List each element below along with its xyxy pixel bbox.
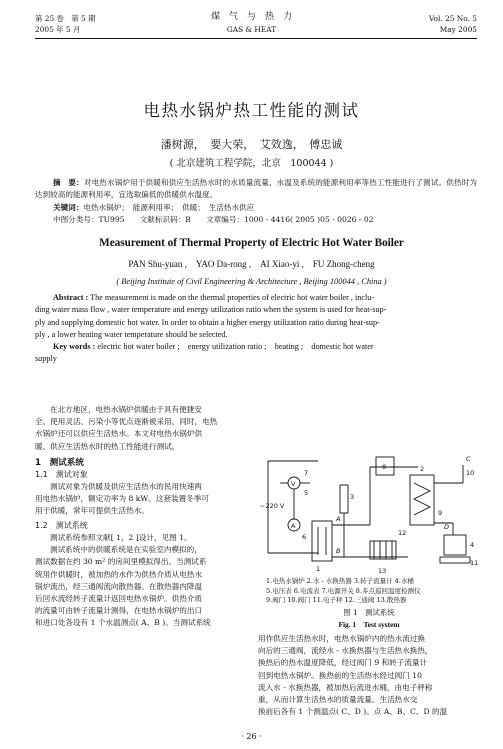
electric-boiler-symbol bbox=[312, 521, 332, 561]
diagram-label-6: 6 bbox=[302, 533, 307, 541]
affiliation-zh: ( 北京建筑工程学院，北京 100044 ) bbox=[169, 158, 334, 169]
paper-title-zh: 电热水锅炉热工性能的测试 bbox=[143, 101, 360, 120]
diagram-label-12: 12 bbox=[398, 529, 407, 537]
abstract-zh bbox=[35, 177, 477, 201]
diagram-label-v: V bbox=[291, 480, 296, 488]
abstract-en bbox=[35, 292, 477, 366]
abstract-en-label: Abstract : bbox=[53, 293, 89, 302]
diagram-label-8: 8 bbox=[382, 463, 387, 471]
paragraph-1-1: 测试对象为供暖及供应生活热水的民用快速两 用电热水锅炉，额定功率为 8 kW。这套装置冬季可 用于供暖，常年可提供生活热水。 bbox=[35, 482, 209, 516]
classification-line: 中图分类号：TU995 文献标识码：B 文章编号：1000 - 4416( 2005 )05 - 0026 - 02 bbox=[53, 215, 374, 224]
section-heading-1-2: 1.2 测试系统 bbox=[35, 521, 88, 530]
diagram-label-5: 5 bbox=[304, 489, 309, 497]
keywords-zh-label: 关键词： bbox=[53, 203, 84, 212]
keywords-en-text: electric hot water boiler ; energy utilization ratio ; heating ; domestic hot water bbox=[97, 342, 374, 352]
journal-title-en: GAS & HEAT bbox=[226, 25, 277, 34]
abstract-en-line-2: ding water mass flow , water temperature and energy utilization ratio when the system is used for heat-sup- bbox=[35, 305, 387, 315]
journal-date: 2005 年 5 月 bbox=[35, 25, 81, 34]
water-tank-symbol bbox=[444, 535, 466, 555]
diagram-label-a-meter: A bbox=[291, 522, 296, 530]
figure-caption-en: Fig. 1 Test system bbox=[338, 620, 400, 629]
diagram-point-d: D bbox=[444, 523, 450, 531]
diagram-label-1: 1 bbox=[316, 565, 321, 573]
affiliation-en: ( Beijing Institute of Civil Engineering & Architecture , Beijing 100044 , China ) bbox=[116, 277, 387, 286]
section-heading-1-1: 1.1 测试对象 bbox=[35, 470, 88, 479]
section-heading-1: 1 测试系统 bbox=[35, 458, 84, 468]
diagram-point-b: B bbox=[336, 547, 341, 555]
electronic-scale-symbol bbox=[440, 557, 470, 563]
authors-zh: 潘树源， 要大荣， 艾效逸， 傅忠诚 bbox=[160, 138, 343, 151]
intro-paragraph: 在北方地区，电热水锅炉供暖由于具有便捷安 全、使用灵活、污染小等优点逐渐被采用，同时，电热 水锅炉还可以供应生活热水。本文对电热水锅炉供 暖、供应生活热水时的热工性能进行测试。 bbox=[35, 405, 218, 451]
journal-title-zh: 煤 气 与 热 力 bbox=[210, 12, 292, 22]
abstract-zh-text: 对电热水锅炉用于供暖和供应生活热水时的水质量流量、水温及系统的能源利用率等热工性能进行了测试。供热时为达到较高的能源利用率，宜选取偏低的供暖供水温度。 bbox=[35, 178, 478, 200]
journal-date-en: May 2005 bbox=[439, 25, 477, 34]
abstract-en-line-3: ply and supplying domestic hot water. In order to obtain a higher energy utilization ratio during heat-sup- bbox=[35, 317, 380, 327]
page-number: · 26 · bbox=[241, 732, 262, 741]
diagram-label-13: 13 bbox=[378, 567, 387, 575]
diagram-label-4: 4 bbox=[470, 541, 475, 549]
diagram-label-7: 7 bbox=[304, 469, 309, 477]
abstract-zh-label: 摘 要： bbox=[53, 178, 84, 187]
journal-volume-en: Vol. 25 No. 5 bbox=[428, 14, 477, 23]
diagram-point-c: C bbox=[466, 455, 471, 463]
abstract-en-line-4: ply , a lower heating water temperature should be selected. bbox=[35, 329, 228, 339]
figure-caption-zh: 图 1 测试系统 bbox=[343, 608, 395, 617]
diagram-label-10: 10 bbox=[466, 469, 475, 477]
right-column-paragraph: 用作供应生活热水时，电热水锅炉内的热水流过换 向后的三通阀，流经水 - 水换热器与生活热水换热， 换热后的热水温度降低，经过阀门 9 和转子流量计 回到电热水锅炉。换热前的生活热水经过阀门 10 流入水 - 水换热器，被加热后流进水桶，由电子秤称 重，从而计算生活热水的质量流量。生活热水交 换前后各有 1 个测温点( C、D )。点 A、B、C、D 的温 bbox=[258, 634, 448, 717]
diagram-point-a: A bbox=[336, 515, 341, 523]
test-system-diagram bbox=[258, 453, 480, 575]
authors-en: PAN Shu-yuan , YAO Da-rong , AI Xiao-yi , FU Zhong-cheng bbox=[128, 259, 375, 269]
diagram-label-2: 2 bbox=[420, 465, 425, 473]
header-rule bbox=[35, 38, 477, 39]
heat-exchanger-symbol bbox=[410, 475, 434, 525]
figure-legend: 1.电热水锅炉 2.水 - 水换热器 3.转子流量计 4.水桶 5.电压表 6.电流表 7.电源开关 8.多点巡回温度检测仪 9.阀门 10.阀门 11.电子秤 12.三通阀 13.散热器 bbox=[266, 577, 421, 604]
diagram-label-11: 11 bbox=[470, 559, 479, 567]
keywords-zh bbox=[53, 202, 477, 214]
paper-title-en: Measurement of Thermal Property of Electric Hot Water Boiler bbox=[99, 237, 404, 249]
keywords-en-text-cont: supply bbox=[35, 354, 57, 364]
diagram-label-9: 9 bbox=[438, 509, 443, 517]
abstract-en-line-1: The measurement is made on the thermal properties of electric hot water boiler , inclu- bbox=[90, 293, 375, 302]
keywords-zh-text: 电热水锅炉； 能源利用率； 供暖； 生活热水供应 bbox=[83, 203, 255, 212]
rotameter-symbol bbox=[340, 485, 348, 513]
diagram-label-3: 3 bbox=[350, 493, 355, 501]
diagram-label-voltage: ~220 V bbox=[260, 502, 285, 510]
journal-volume: 第 25 卷 第 5 期 bbox=[35, 14, 96, 23]
paragraph-1-2: 测试系统参照文献[ 1，2 ]设计，见图 1。 测试系统中的供暖系统是在实验室内模拟的， 测试数据在约 30 m² 的房间里模拟得出。当测试系 统用作供暖时，被加热的水作为供热介质从电热水 锅炉流出，经三通阀流向散热器。在散热器内降温 后回水流经转子流量计返回电热水锅炉。供热介质 的流量可由转子流量计测得，在电热水锅炉的出口 和进口处各设有 1 个水温测点( A、B )。当测试系统 bbox=[35, 533, 211, 628]
keywords-en-label: Key words : bbox=[53, 342, 96, 352]
